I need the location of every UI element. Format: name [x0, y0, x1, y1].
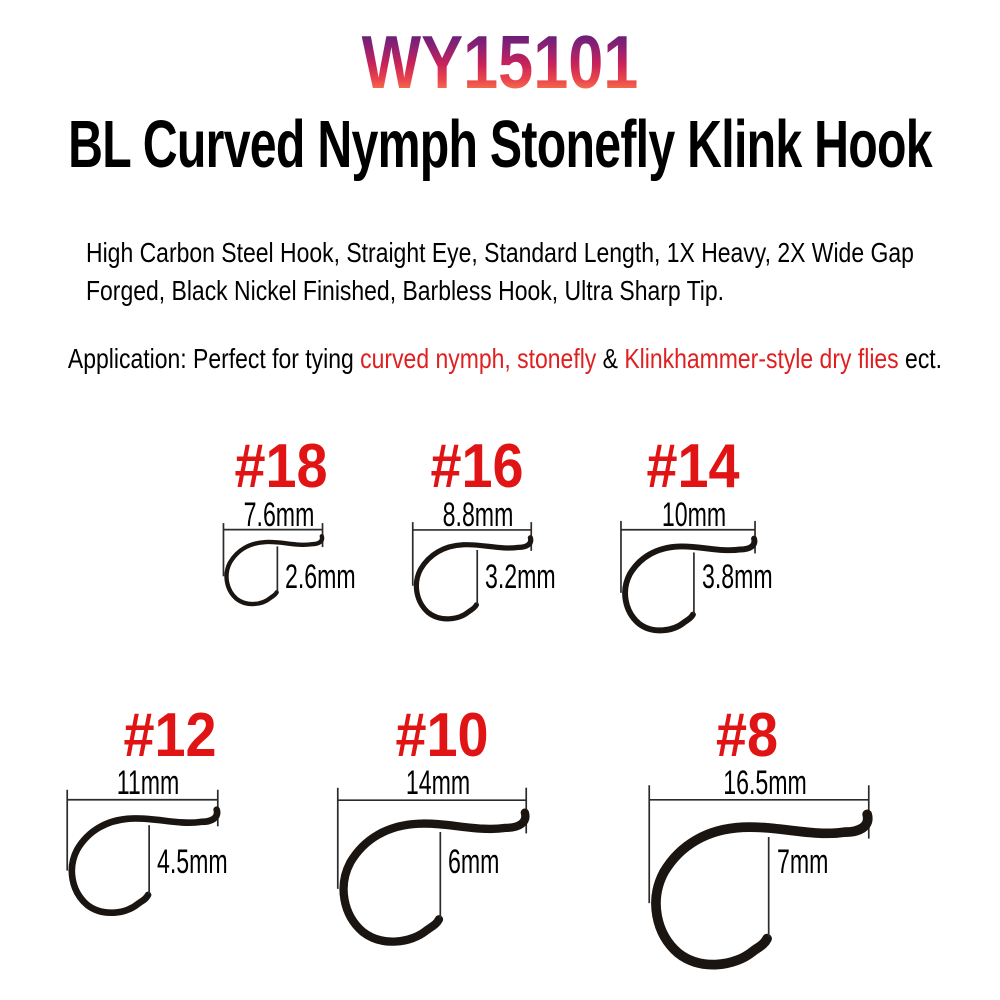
hook-size-label: #12 [123, 701, 217, 770]
product-description [86, 234, 914, 310]
hook-width-label: 7.6mm [243, 496, 315, 534]
product-title: BL Curved Nymph Stonefly Klink Hook [68, 107, 932, 182]
hook-diagram [335, 778, 529, 961]
hook-gap-label: 7mm [776, 843, 829, 881]
hook-width-label: 8.8mm [442, 496, 514, 534]
hook-width-label: 10mm [661, 496, 727, 534]
hook-diagram [646, 774, 872, 987]
application-text-segment: Application: Perfect for tying [67, 343, 361, 374]
hook-gap-label: 2.6mm [285, 558, 357, 596]
hook-size-label: #16 [430, 432, 524, 501]
application-text-segment: & [596, 343, 625, 374]
hook-width-label: 16.5mm [723, 764, 807, 802]
description-line-2: Forged, Black Nickel Finished, Barbless Hook, Ultra Sharp Tip. [86, 275, 725, 306]
product-code: WY15101 [361, 20, 639, 104]
hook-size-label: #14 [646, 432, 740, 501]
hook-gap-label: 3.8mm [701, 558, 773, 596]
hook-size-label: #18 [234, 432, 328, 501]
hook-gap-label: 6mm [448, 843, 500, 881]
hook-gap-label: 3.2mm [485, 558, 556, 596]
hook-width-label: 11mm [116, 764, 180, 802]
application-text-segment: Klinkhammer-style dry flies [624, 343, 899, 374]
application-text-segment: ect. [898, 343, 943, 374]
hook-size-label: #8 [715, 701, 779, 770]
hook-size-label: #10 [395, 701, 489, 770]
hook-gap-label: 4.5mm [156, 843, 228, 881]
application-text-segment: curved nymph, stonefly [360, 343, 597, 374]
description-line-1: High Carbon Steel Hook, Straight Eye, Standard Length, 1X Heavy, 2X Wide Gap [86, 237, 914, 268]
application-note [68, 341, 942, 376]
hook-width-label: 14mm [405, 764, 471, 802]
hook-shape [656, 815, 868, 965]
